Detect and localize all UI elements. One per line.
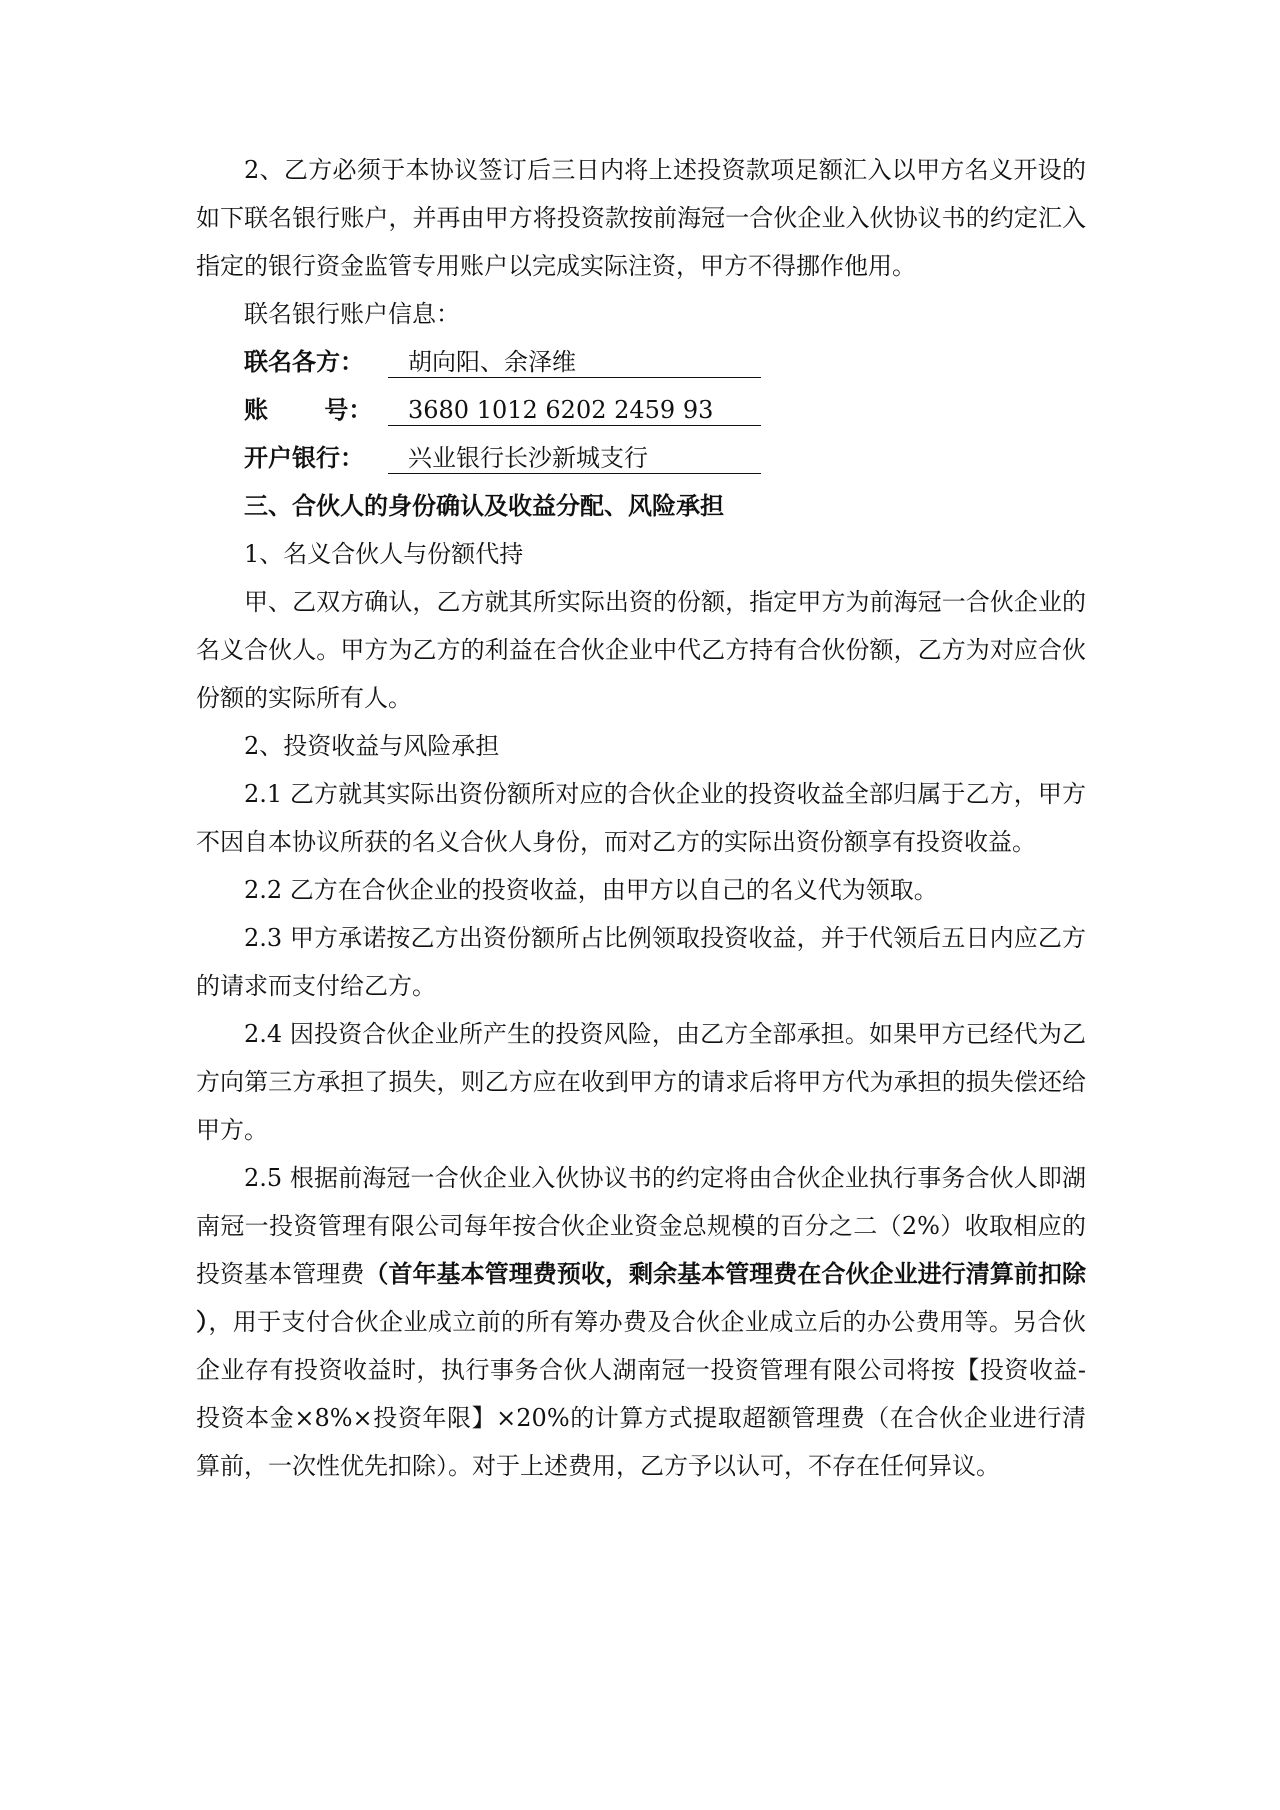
item-2-5-bold-note: （首年基本管理费预收，剩余基本管理费在合伙企业进行清算前扣除） [196, 1259, 1086, 1336]
account-bank-row [196, 434, 1086, 482]
item-2-title: 2、投资收益与风险承担 [244, 732, 500, 760]
item-1-paragraph: 甲、乙双方确认，乙方就其所实际出资的份额，指定甲方为前海冠一合伙企业的名义合伙人。甲方为乙方的利益在合伙企业中代乙方持有合伙份额，乙方为对应合伙份额的实际所有人。 [196, 588, 1086, 712]
account-info-title: 联名银行账户信息： [244, 300, 460, 328]
item-1-title: 1、名义合伙人与份额代持 [244, 540, 524, 568]
account-parties-row [196, 338, 1086, 386]
account-number-value: 3680 1012 6202 2459 93 [388, 395, 761, 426]
item-2-5-text-a: 2.5 根据前海冠一合伙企业入伙协议书的约定将由合伙企业执行事务合伙人即湖南冠一投资管理有限公司每年按合伙企业资金总规模的百分之二（2%）收取相应的投资基本管理费 [196, 1164, 1086, 1288]
item-2-3-paragraph: 2.3 甲方承诺按乙方出资份额所占比例领取投资收益，并于代领后五日内应乙方的请求而支付给乙方。 [196, 924, 1086, 1000]
document-body [196, 146, 1086, 1490]
account-number-label: 账 号： [244, 395, 373, 424]
item-2-5-text-c: ，用于支付合伙企业成立前的所有筹办费及合伙企业成立后的办公费用等。另合伙企业存有投资收益时，执行事务合伙人湖南冠一投资管理有限公司将按【投资收益-投资本金×8%×投资年限】×20%的计算方式提取超额管理费（在合伙企业进行清算前，一次性优先扣除）。对于上述费用，乙方予以认可，不存在任何异议。 [196, 1308, 1086, 1480]
item-2-4-paragraph: 2.4 因投资合伙企业所产生的投资风险，由乙方全部承担。如果甲方已经代为乙方向第三方承担了损失，则乙方应在收到甲方的请求后将甲方代为承担的损失偿还给甲方。 [196, 1020, 1086, 1144]
item-2-1-paragraph: 2.1 乙方就其实际出资份额所对应的合伙企业的投资收益全部归属于乙方，甲方不因自本协议所获的名义合伙人身份，而对乙方的实际出资份额享有投资收益。 [196, 780, 1086, 856]
account-parties-value: 胡向阳、余泽维 [388, 347, 761, 378]
account-number-row [196, 386, 1086, 434]
account-bank-value: 兴业银行长沙新城支行 [388, 443, 761, 474]
clause-2-paragraph: 2、乙方必须于本协议签订后三日内将上述投资款项足额汇入以甲方名义开设的如下联名银行账户，并再由甲方将投资款按前海冠一合伙企业入伙协议书的约定汇入指定的银行资金监管专用账户以完成实际注资，甲方不得挪作他用。 [196, 156, 1086, 280]
section-3-heading: 三、合伙人的身份确认及收益分配、风险承担 [244, 491, 724, 520]
account-bank-label: 开户银行： [244, 443, 364, 472]
item-2-5-paragraph [196, 1154, 1086, 1490]
item-2-2-paragraph: 2.2 乙方在合伙企业的投资收益，由甲方以自己的名义代为领取。 [244, 876, 938, 904]
account-parties-label: 联名各方： [244, 347, 364, 376]
